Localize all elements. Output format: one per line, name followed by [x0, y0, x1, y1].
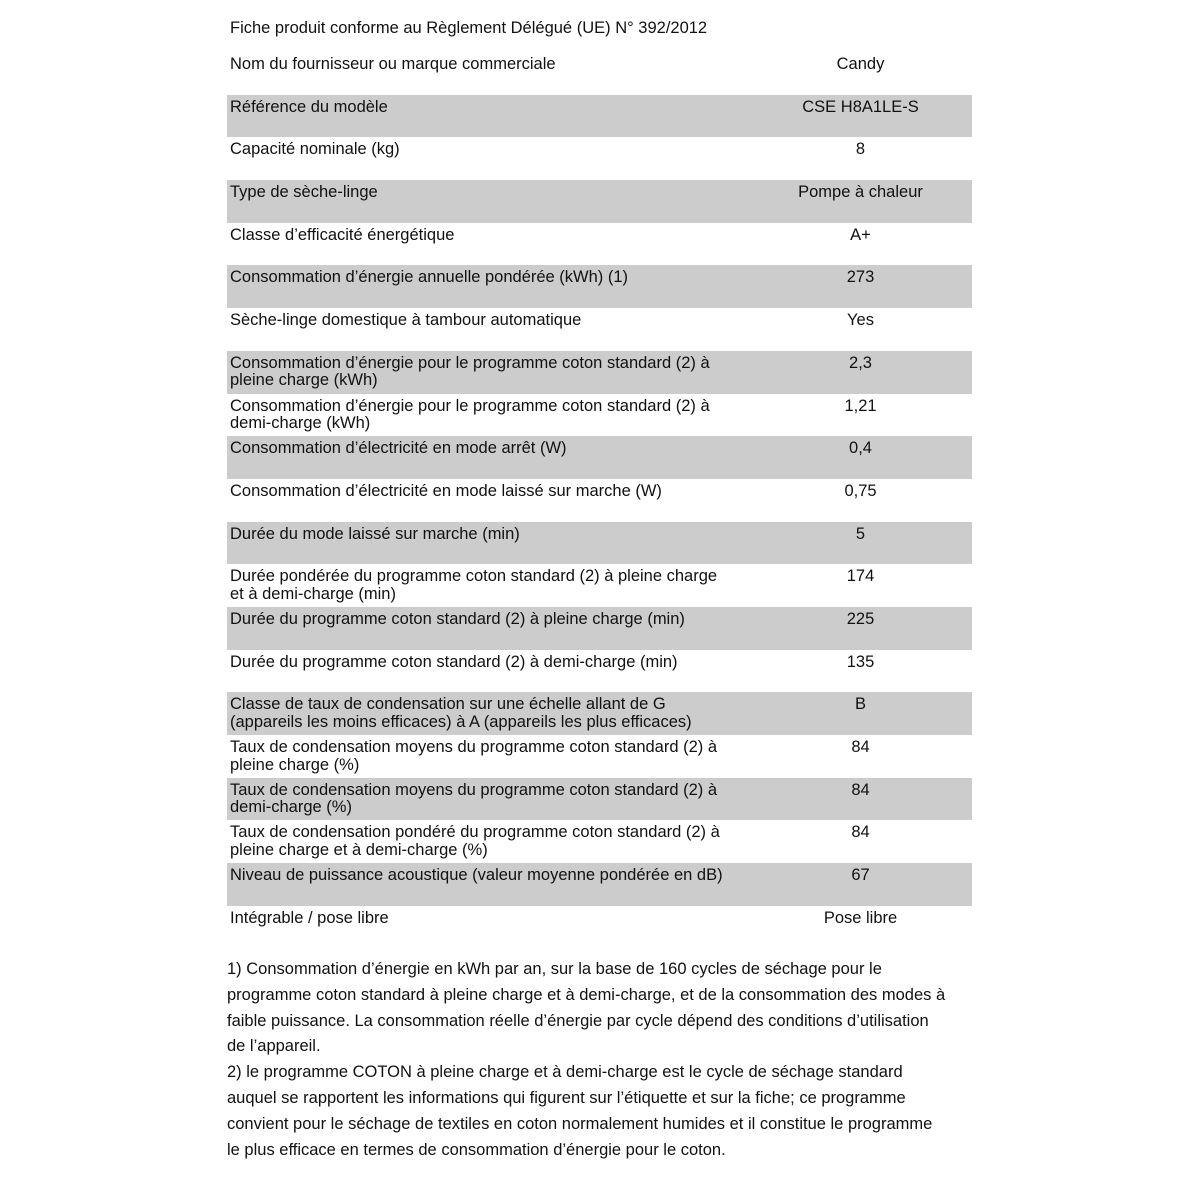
row-value: 273	[846, 268, 875, 287]
row-label: Classe de taux de condensation sur une échelle allant de G (appareils les moins efficaces) à A (appareils les plus efficaces)	[230, 695, 692, 731]
row-value: 84	[851, 780, 870, 799]
table-row	[227, 52, 972, 95]
table-row	[227, 650, 972, 693]
table-row	[227, 906, 972, 949]
row-label: Consommation d’énergie pour le programme coton standard (2) à demi-charge (kWh)	[230, 396, 710, 432]
row-value: B	[854, 695, 866, 714]
footnote-2: 2) le programme COTON à pleine charge et à demi-charge est le cycle de séchage standard auquel se rapportent les informations qui figurent sur l’étiquette et sur la fiche; ce programme convient pour le séchage de textiles en coton normalement humides et il constitue le programme le plus efficace en termes de consommation d’énergie pour le coton.	[227, 1063, 933, 1159]
row-label: Consommation d’énergie pour le programme coton standard (2) à pleine charge (kWh)	[230, 353, 710, 390]
table-row	[227, 137, 972, 180]
table-row	[227, 820, 972, 863]
document-title: Fiche produit conforme au Règlement Délégué (UE) N° 392/2012	[230, 19, 708, 37]
row-value: 84	[851, 823, 870, 842]
table-row	[227, 351, 972, 394]
row-value: Candy	[836, 55, 885, 73]
row-value: A+	[850, 225, 871, 244]
row-value: Yes	[847, 311, 874, 330]
row-label: Intégrable / pose libre	[230, 908, 389, 927]
row-value: 225	[846, 609, 875, 628]
table-row	[227, 778, 972, 821]
row-label: Capacité nominale (kg)	[230, 140, 400, 159]
row-value: CSE H8A1LE-S	[802, 97, 919, 116]
row-label: Consommation d’électricité en mode laissé sur marche (W)	[230, 481, 662, 500]
table-row	[227, 735, 972, 778]
row-label: Sèche-linge domestique à tambour automatique	[230, 311, 582, 330]
row-label: Niveau de puissance acoustique (valeur moyenne pondérée en dB)	[230, 866, 723, 885]
row-label: Taux de condensation moyens du programme coton standard (2) à demi-charge (%)	[230, 780, 718, 817]
table-row	[227, 223, 972, 266]
table-row	[227, 863, 972, 906]
row-label: Type de sèche-linge	[230, 183, 378, 202]
table-row	[227, 607, 972, 650]
row-label: Classe d’efficacité énergétique	[230, 225, 455, 244]
table-row	[227, 522, 972, 565]
row-label: Référence du modèle	[230, 97, 388, 116]
table-row	[227, 180, 972, 223]
row-label: Consommation d’électricité en mode arrêt (W)	[230, 439, 567, 458]
row-label: Nom du fournisseur ou marque commerciale	[230, 55, 556, 73]
footnote-1: 1) Consommation d’énergie en kWh par an, sur la base de 160 cycles de séchage pour le programme coton standard à pleine charge et à demi-charge, et de la consommation des modes à faible puissance. La consommation réelle d’énergie par cycle dépend des conditions d’utilisation de l’appareil.	[227, 960, 946, 1056]
table-row	[227, 265, 972, 308]
row-value: 67	[851, 866, 870, 885]
row-label: Durée du programme coton standard (2) à demi-charge (min)	[230, 652, 678, 671]
table-row	[227, 95, 972, 138]
row-value: 2,3	[849, 353, 872, 372]
table-row	[227, 692, 972, 735]
row-label: Durée du mode laissé sur marche (min)	[230, 524, 520, 543]
row-label: Durée du programme coton standard (2) à pleine charge (min)	[230, 609, 685, 628]
row-label: Taux de condensation pondéré du programme coton standard (2) à pleine charge et à demi-charge (%)	[230, 823, 720, 859]
table-row	[227, 394, 972, 437]
row-value: Pompe à chaleur	[798, 183, 923, 202]
row-value: 135	[846, 652, 875, 671]
row-value: Pose libre	[823, 908, 898, 927]
row-label: Durée pondérée du programme coton standard (2) à pleine charge et à demi-charge (min)	[230, 567, 718, 603]
row-value: 8	[855, 140, 866, 159]
table-row	[227, 436, 972, 479]
row-label: Taux de condensation moyens du programme coton standard (2) à pleine charge (%)	[230, 738, 718, 774]
footnotes	[227, 957, 977, 1163]
table-row	[227, 564, 972, 607]
row-value: 0,75	[844, 481, 877, 500]
spec-table	[227, 52, 972, 948]
row-value: 174	[846, 567, 875, 586]
row-value: 5	[855, 524, 866, 543]
row-value: 1,21	[844, 396, 877, 415]
table-row	[227, 479, 972, 522]
row-value: 84	[851, 738, 870, 756]
row-label: Consommation d’énergie annuelle pondérée (kWh) (1)	[230, 268, 629, 287]
table-row	[227, 308, 972, 351]
row-value: 0,4	[849, 439, 872, 458]
